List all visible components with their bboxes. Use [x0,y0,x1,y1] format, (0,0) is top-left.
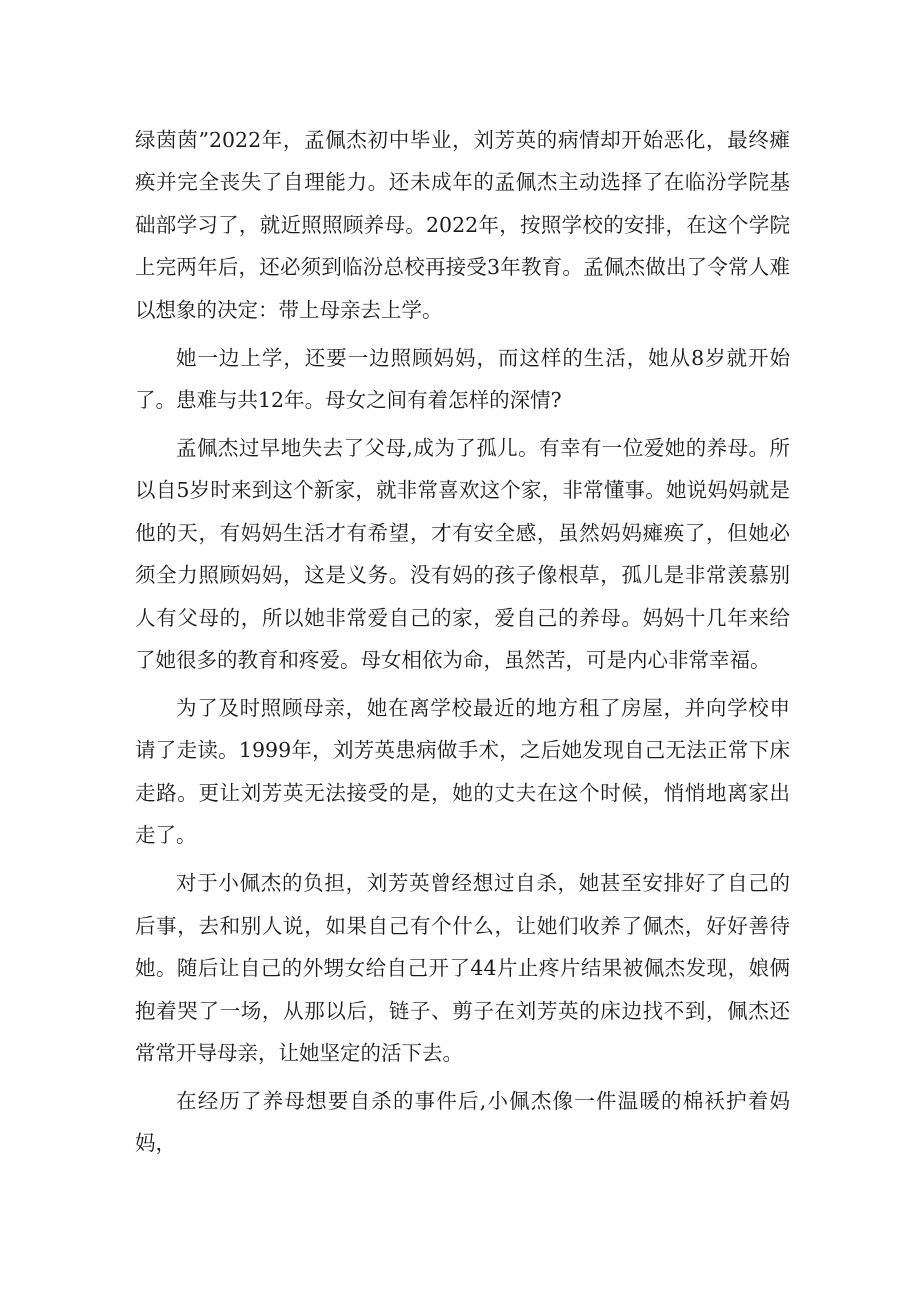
paragraph-2: 她一边上学，还要一边照顾妈妈，而这样的生活，她从8岁就开始了。患难与共12年。母女之间有着怎样的深情? [135,345,790,413]
paragraph-5: 对于小佩杰的负担，刘芳英曾经想过自杀，她甚至安排好了自己的后事，去和别人说，如果自己有个什么，让她们收养了佩杰，好好善待她。随后让自己的外甥女给自己开了44片止疼片结果被佩杰发现，娘俩抱着哭了一场，从那以后，链子、剪子在刘芳英的床边找不到，佩杰还常常开导母亲，让她坚定的活下去。 [135,871,790,1065]
paragraph-1: 绿茵茵”2022年，孟佩杰初中毕业，刘芳英的病情却开始恶化，最终瘫痪并完全丧失了自理能力。还未成年的孟佩杰主动选择了在临汾学院基础部学习了，就近照照顾养母。2022年，按照学校的安排，在这个学院上完两年后，还必须到临汾总校再接受3年教育。孟佩杰做出了令常人难以想象的决定：带上母亲去上学。 [135,128,790,322]
paragraph-4: 为了及时照顾母亲，她在离学校最近的地方租了房屋，并向学校申请了走读。1999年，刘芳英患病做手术，之后她发现自己无法正常下床走路。更让刘芳英无法接受的是，她的丈夫在这个时候，悄悄地离家出走了。 [135,696,790,848]
paragraph-6: 在经历了养母想要自杀的事件后,小佩杰像一件温暖的棉袄护着妈妈， [135,1088,790,1156]
paragraph-3: 孟佩杰过早地失去了父母,成为了孤儿。有幸有一位爱她的养母。所以自5岁时来到这个新家，就非常喜欢这个家，非常懂事。她说妈妈就是他的天，有妈妈生活才有希望，才有安全感，虽然妈妈瘫痪了，但她必须全力照顾妈妈，这是义务。没有妈的孩子像根草，孤儿是非常羡慕别人有父母的，所以她非常爱自己的家，爱自己的养母。妈妈十几年来给了她很多的教育和疼爱。母女相依为命，虽然苦，可是内心非常幸福。 [135,436,790,673]
document-body [135,119,790,1170]
